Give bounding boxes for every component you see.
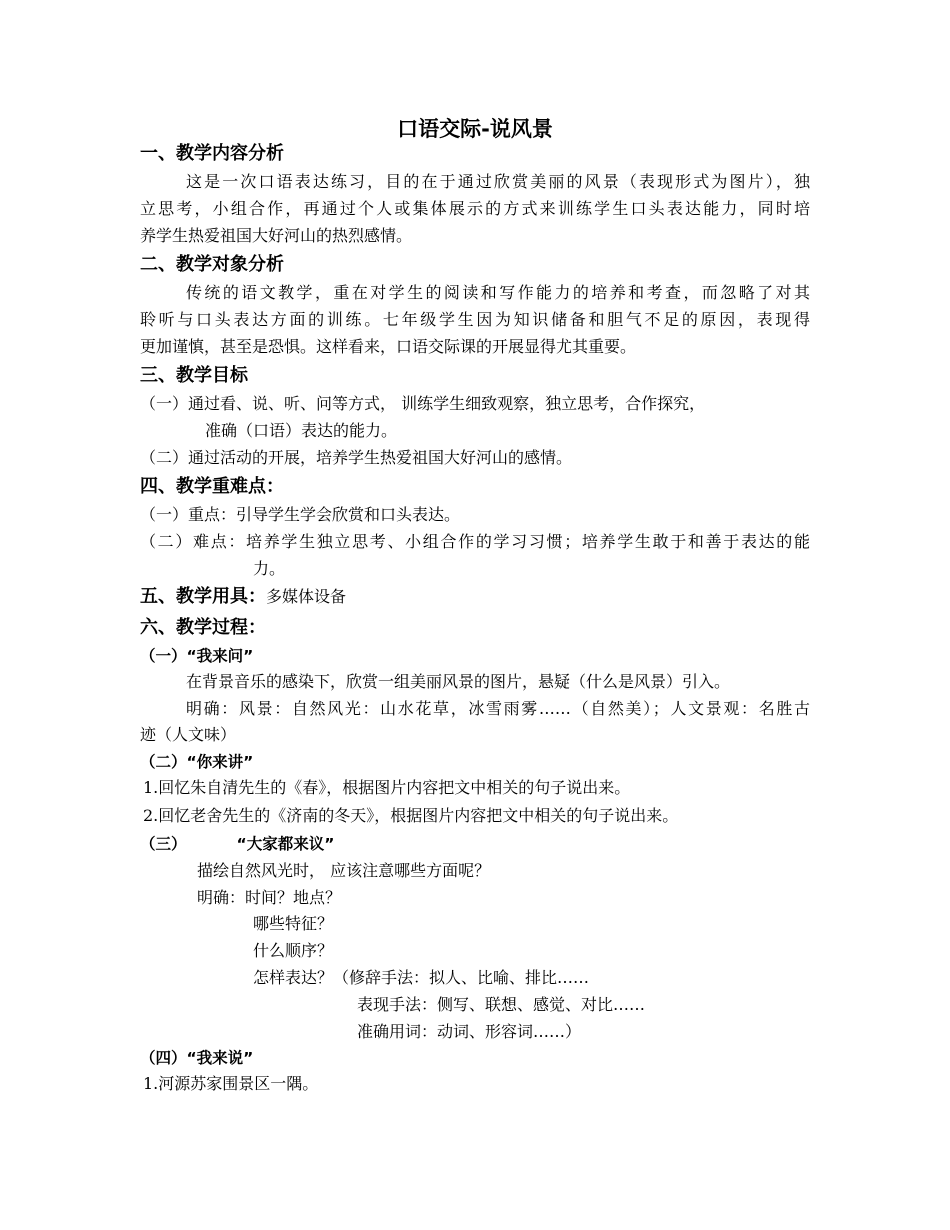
discussion-line: 准确用词：动词、形容词……） <box>357 1022 582 1041</box>
list-item: 1.河源苏家围景区一隅。 <box>143 1074 319 1093</box>
discussion-line: 怎样表达？（修辞手法：拟人、比喻、排比…… <box>253 968 590 987</box>
key-point-item: （一）重点：引导学生学会欣赏和口头表达。 <box>140 505 461 524</box>
document-title: 口语交际-说风景 <box>397 117 553 141</box>
section-heading-key-points: 四、教学重难点： <box>140 476 284 497</box>
discussion-line: 描绘自然风光时， 应该注意哪些方面呢？ <box>197 861 491 880</box>
teaching-tools-value: 多媒体设备 <box>266 587 347 606</box>
paragraph-line: 更加谨慎，甚至是恐惧。这样看来，口语交际课的开展显得尤其重要。 <box>140 337 637 356</box>
subheading-everyone-discuss <box>140 833 334 855</box>
paragraph-line: 迹（人文味） <box>140 725 237 744</box>
goal-item-continuation: 准确（口语）表达的能力。 <box>205 421 398 440</box>
subheading-you-tell: （二）“你来讲” <box>140 753 254 771</box>
section-heading-student-analysis: 二、教学对象分析 <box>140 254 284 275</box>
section-heading-teaching-goals: 三、教学目标 <box>140 365 248 386</box>
discussion-line: 哪些特征？ <box>253 914 334 933</box>
list-item: 2.回忆老舍先生的《济南的冬天》，根据图片内容把文中相关的句子说出来。 <box>143 806 679 825</box>
paragraph-line: 这是一次口语表达练习，目的在于通过欣赏美丽的风景（表现形式为图片），独 <box>186 172 810 191</box>
discussion-line: 什么顺序？ <box>253 941 334 960</box>
paragraph-line: 养学生热爱祖国大好河山的热烈感情。 <box>140 226 413 245</box>
paragraph-line: 明确：风景：自然风光：山水花草，冰雪雨雾……（自然美）；人文景观：名胜古 <box>186 699 810 718</box>
discussion-line: 明确：时间？地点？ <box>197 888 342 907</box>
discussion-line: 表现手法：侧写、联想、感觉、对比…… <box>357 995 646 1014</box>
paragraph-line: 传统的语文教学，重在对学生的阅读和写作能力的培养和考查，而忽略了对其 <box>186 283 810 302</box>
section-heading-teaching-tools <box>140 585 346 609</box>
teaching-tools-label: 五、教学用具： <box>140 586 266 607</box>
subheading-text: “大家都来议” <box>236 835 335 853</box>
goal-item: （一）通过看、说、听、问等方式， 训练学生细致观察，独立思考，合作探究， <box>140 394 706 413</box>
paragraph-line: 立思考，小组合作，再通过个人或集体展示的方式来训练学生口头表达能力，同时培 <box>140 199 810 218</box>
goal-item: （二）通过活动的开展，培养学生热爱祖国大好河山的感情。 <box>140 448 573 467</box>
key-point-item-continuation: 力。 <box>253 559 286 578</box>
section-heading-teaching-process: 六、教学过程： <box>140 617 266 638</box>
paragraph-line: 在背景音乐的感染下，欣赏一组美丽风景的图片，悬疑（什么是风景）引入。 <box>186 672 731 691</box>
subheading-i-speak: （四）“我来说” <box>140 1049 254 1067</box>
subheading-number: （三） <box>140 835 187 853</box>
key-point-item: （二）难点：培养学生独立思考、小组合作的学习习惯；培养学生敢于和善于表达的能 <box>140 532 810 551</box>
paragraph-line: 聆听与口头表达方面的训练。七年级学生因为知识储备和胆气不足的原因，表现得 <box>140 310 810 329</box>
section-heading-content-analysis: 一、教学内容分析 <box>140 143 284 164</box>
list-item: 1.回忆朱自清先生的《春》，根据图片内容把文中相关的句子说出来。 <box>143 778 631 797</box>
subheading-i-ask: （一）“我来问” <box>140 647 254 665</box>
